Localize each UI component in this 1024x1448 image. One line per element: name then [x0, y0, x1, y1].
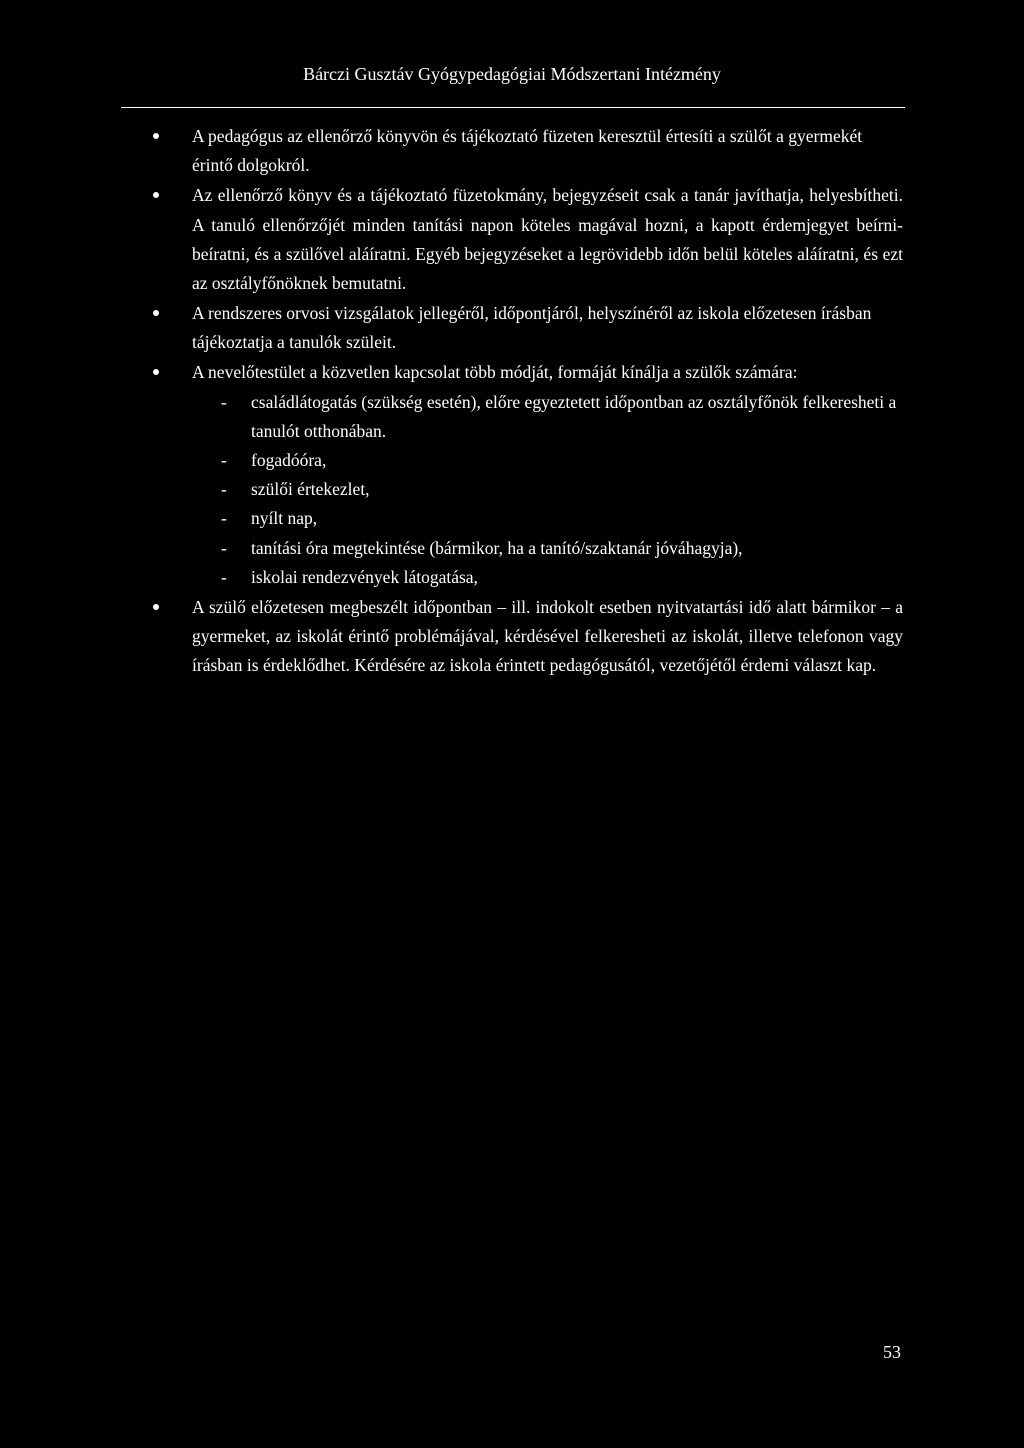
sub-item-lesson-visit: [192, 534, 903, 563]
bullet-item-contact-forms: [192, 358, 903, 592]
page-number: 53: [883, 1342, 901, 1362]
dash-marker: -: [221, 449, 227, 470]
bullet-text: A rendszeres orvosi vizsgálatok jellegéről, időpontjáról, helyszínéről az iskola előzetesen írásban tájékoztatja a tanulók szüleit.: [192, 303, 872, 353]
bullet-item-parent-inquiry: [192, 593, 903, 681]
header-divider: [121, 107, 905, 108]
sub-item-parent-meeting: [192, 475, 903, 504]
sub-item-office-hours: [192, 446, 903, 475]
bullet-item-medical-exams: [192, 299, 903, 357]
bullet-item-control-book: [192, 181, 903, 298]
sub-item-open-day: [192, 504, 903, 533]
bullet-text: A nevelőtestület a közvetlen kapcsolat több módját, formáját kínálja a szülők számára:: [192, 362, 798, 383]
dash-marker: -: [221, 391, 227, 412]
sub-item-text: nyílt nap,: [251, 508, 318, 529]
bullet-icon: [153, 604, 159, 610]
bullet-icon: [153, 369, 159, 375]
sub-item-text: tanítási óra megtekintése (bármikor, ha a tanító/szaktanár jóváhagyja),: [251, 537, 743, 558]
bullet-text: A pedagógus az ellenőrző könyvön és tájékoztató füzeten keresztül értesíti a szülőt a gyermekét érintő dolgokról.: [192, 126, 863, 176]
dash-marker: -: [221, 508, 227, 529]
bullet-text: A szülő előzetesen megbeszélt időpontban – ill. indokolt esetben nyitvatartási idő alatt bármikor – a gyermeket, az iskolát érintő problémájával, kérdésével felkeresheti az iskolát, illetve telefonon vagy írásban is érdeklődhet. Kérdésére az iskola érintett pedagógusától, vezetőjétől érdemi választ kap.: [192, 596, 903, 676]
bullet-text: Az ellenőrző könyv és a tájékoztató füzetokmány, bejegyzéseit csak a tanár javíthatja, helyesbítheti. A tanuló ellenőrzőjét minden tanítási napon köteles magával hozni, a kapott érdemjegyet beírni-beíratni, és a szülővel aláíratni. Egyéb bejegyzéseket a legrövidebb időn belül köteles aláíratni, és ezt az osztályfőnöknek bemutatni.: [192, 185, 903, 293]
sub-item-text: iskolai rendezvények látogatása,: [251, 566, 478, 587]
bullet-icon: [153, 133, 159, 139]
bullet-icon: [153, 192, 159, 198]
sub-item-school-events: [192, 563, 903, 592]
dash-marker: -: [221, 566, 227, 587]
dash-marker: -: [221, 479, 227, 500]
sub-item-text: szülői értekezlet,: [251, 479, 370, 500]
dash-marker: -: [221, 537, 227, 558]
document-body: [192, 122, 903, 681]
contact-forms-list: [192, 388, 903, 592]
sub-item-text: családlátogatás (szükség esetén), előre egyeztetett időpontban az osztályfőnök felkeresheti a tanulót otthonában.: [251, 391, 897, 441]
page-header: Bárczi Gusztáv Gyógypedagógiai Módszertani Intézmény: [303, 64, 721, 84]
bullet-item-notification: [192, 122, 903, 180]
sub-item-text: fogadóóra,: [251, 449, 327, 470]
bullet-list: [192, 122, 903, 680]
sub-item-family-visit: [192, 388, 903, 446]
bullet-icon: [153, 310, 159, 316]
